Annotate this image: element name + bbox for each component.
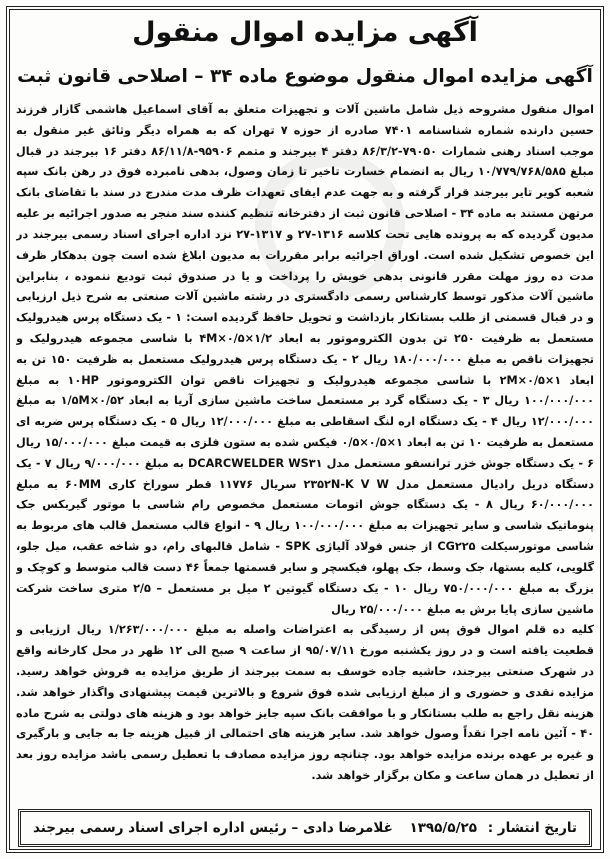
notice-body [16, 100, 594, 801]
publish-date-label: تاریخ انتشار : [487, 820, 577, 836]
publish-date [409, 820, 577, 836]
signatory: غلامرضا دادی – رئیس اداره اجرای اسناد رسمی بیرجند [33, 820, 393, 836]
notice-footer [18, 809, 592, 847]
notice-title: آگهی مزایده اموال منقول [132, 17, 478, 48]
publish-date-value: ۱۳۹۵/۵/۲۵ [409, 820, 477, 836]
body-paragraph: اموال منقول مشروحه ذیل شامل ماشین آلات و تجهیزات متعلق به آقای اسماعیل هاشمی گازار فرزند حسین دارنده شماره شناسنامه ۷۴۰۱ صادره از حوزه ۷ تهران که به همراه دیگر وثائق غیر منقول به موجب اسناد رهنی شمارات ۷۹۰۵۰-۸۶/۳/۲ دفتر ۴ بیرجند و متمم ۹۵۹۰۶-۸۶/۱۱/۸ دفتر ۱۶ بیرجند در قبال مبلغ ۱۰/۷۷۹/۷۶۸/۵۸۵ ریال به انضمام خسارت تاخیر تا زمان وصول، بدهی نامبرده فوق در رهن بانک سپه شعبه کویر تایر بیرجند قرار گرفته و به جهت عدم ایفای تعهدات ظرف مدت مندرج در سند با تقاضای بانک مرتهن مستند به ماده ۳۴ - اصلاحی قانون ثبت از دفترخانه تنظیم کننده سند منجر به صدور اجرائیه بر علیه مدیون گردیده که به پرونده هایی تحت کلاسه ۱۳۱۶-۲۷ و ۱۳۱۷-۲۷ نزد اداره اجرای اسناد رسمی بیرجند در این خصوص تشکیل شده است. اوراق اجرائیه برابر مقررات به مدیون ابلاغ شده است چون بدهکار ظرف مدت ده روز مهلت مقرر قانونی بدهی خویش را پرداخت و یا در صندوق ثبت تودیع ننموده ، بنابراین ماشین آلات مذکور توسط کارشناس رسمی دادگستری در رشته ماشین آلات صنعتی به شرح ذیل ارزیابی و در قبال قسمتی از طلب بستانکار بازداشت و تحویل حافظ گردیده است: ۱ - یک دستگاه پرس هیدرولیک مستعمل به ظرفیت ۲۵۰ تن بدون الکتروموتور به ابعاد ۱/۲×۰/۵×۴M با شاسی مجموعه هیدرولیک و تجهیزات ناقص به مبلغ ۱۸۰/۰۰۰/۰۰۰ ریال ۲ - یک دستگاه پرس هیدرولیک مستعمل به ظرفیت ۱۵۰ تن به ابعاد ۱×۰/۵×۲M با شاسی مجموعه هیدرولیک و تجهیزات ناقص توان الکتروموتور ۱۰HP به مبلغ ۱۰۰/۰۰۰/۰۰۰ ریال ۳ - یک دستگاه گرد بر مستعمل ساخت ماشین سازی آریا به ابعاد ۰/۵۲×۱/۵M به مبلغ ۱۲/۰۰۰/۰۰۰ ریال ۴ - یک دستگاه اره لنگ اسقاطی به مبلغ ۱۲/۰۰۰/۰۰۰ ریال ۵ - یک دستگاه پرس ضربه ای مستعمل به ظرفیت ۱۰ تن به ابعاد ۱×۰/۵×۰/۵ فیکس شده به ستون فلزی به قیمت مبلغ ۱۵/۰۰۰/۰۰۰ ریال ۶ - یک دستگاه جوش خزر ترانسفو مستعمل مدل DCARCWELDER WS۳۱ به مبلغ ۹/۰۰۰/۰۰۰ ریال ۷ - یک دستگاه دریل رادیال مستعمل مدل ۲۳۵۲N-K V W سریال ۱۱۷۷۶ قطر سوراخ کاری ۶۰MM به مبلغ ۶۰/۰۰۰/۰۰۰ ریال ۸ - یک دستگاه جوش اتومات مستعمل مخصوص رام شاسی با موتور گیربکس جک پنوماتیک شاسی و سایر تجهیزات به مبلغ ۱۰۰/۰۰۰/۰۰۰ ریال ۹ - انواع قالب مستعمل قالب های مربوط به شاسی موتورسیکلت CG۲۲۵ از جنس فولاد آلیاژی SPK - شامل قالبهای رام، دو شاخه عقب، میل جلو، گلویی، کلیه بستها، جک وسط، جک پهلو، فیکسچر و سایر قسمتها جمعاً ۴۶ دست قالب متوسط و کوچک و بزرگ به مبلغ ۷۵۰/۰۰۰/۰۰۰ ریال ۱۰ - یک دستگاه گیوتین ۲ میل بر مستعمل – ۲/۵ متری ساخت شرکت ماشین سازی پایا برش به مبلغ ۲۵/۰۰۰/۰۰۰ ریال [16, 103, 594, 616]
body-paragraph: کلیه ده قلم اموال فوق پس از رسیدگی به اعتراضات واصله به مبلغ ۱/۲۶۳/۰۰۰/۰۰۰ ریال ارزیابی و قطعیت یافته است و در روز یکشنبه مورخ ۹۵/۰۷/۱۱ از ساعت ۹ صبح الی ۱۲ ظهر در محل کارخانه واقع در شهرک صنعتی بیرجند، حاشیه جاده خوسف به سمت بیرجند از طریق مزایده به فروش خواهد رسید. مزایده نقدی و حضوری و از مبلغ ارزیابی شده فوق شروع و بالاترین قیمت پیشنهادی واگذار خواهد شد. هزینه نقل راجع به طلب بستانکار و با موافقت بانک سپه جایز خواهد بود و هزینه های دولتی به شرح ماده ۴۰ - آئین نامه اجرا نقداً وصول خواهد شد. سایر هزینه های احتمالی از قبیل هزینه جا به جایی و بارگیری و غیره بر عهده برنده مزایده خواهد بود. چنانچه روز مزایده مصادف با تعطیل رسمی باشد مزایده روز بعد از تعطیل در همان ساعت و مکان برگزار خواهد شد. [16, 623, 594, 782]
notice-subtitle: آگهی مزایده اموال منقول موضوع ماده ۳۴ – اصلاحی قانون ثبت [17, 66, 593, 87]
